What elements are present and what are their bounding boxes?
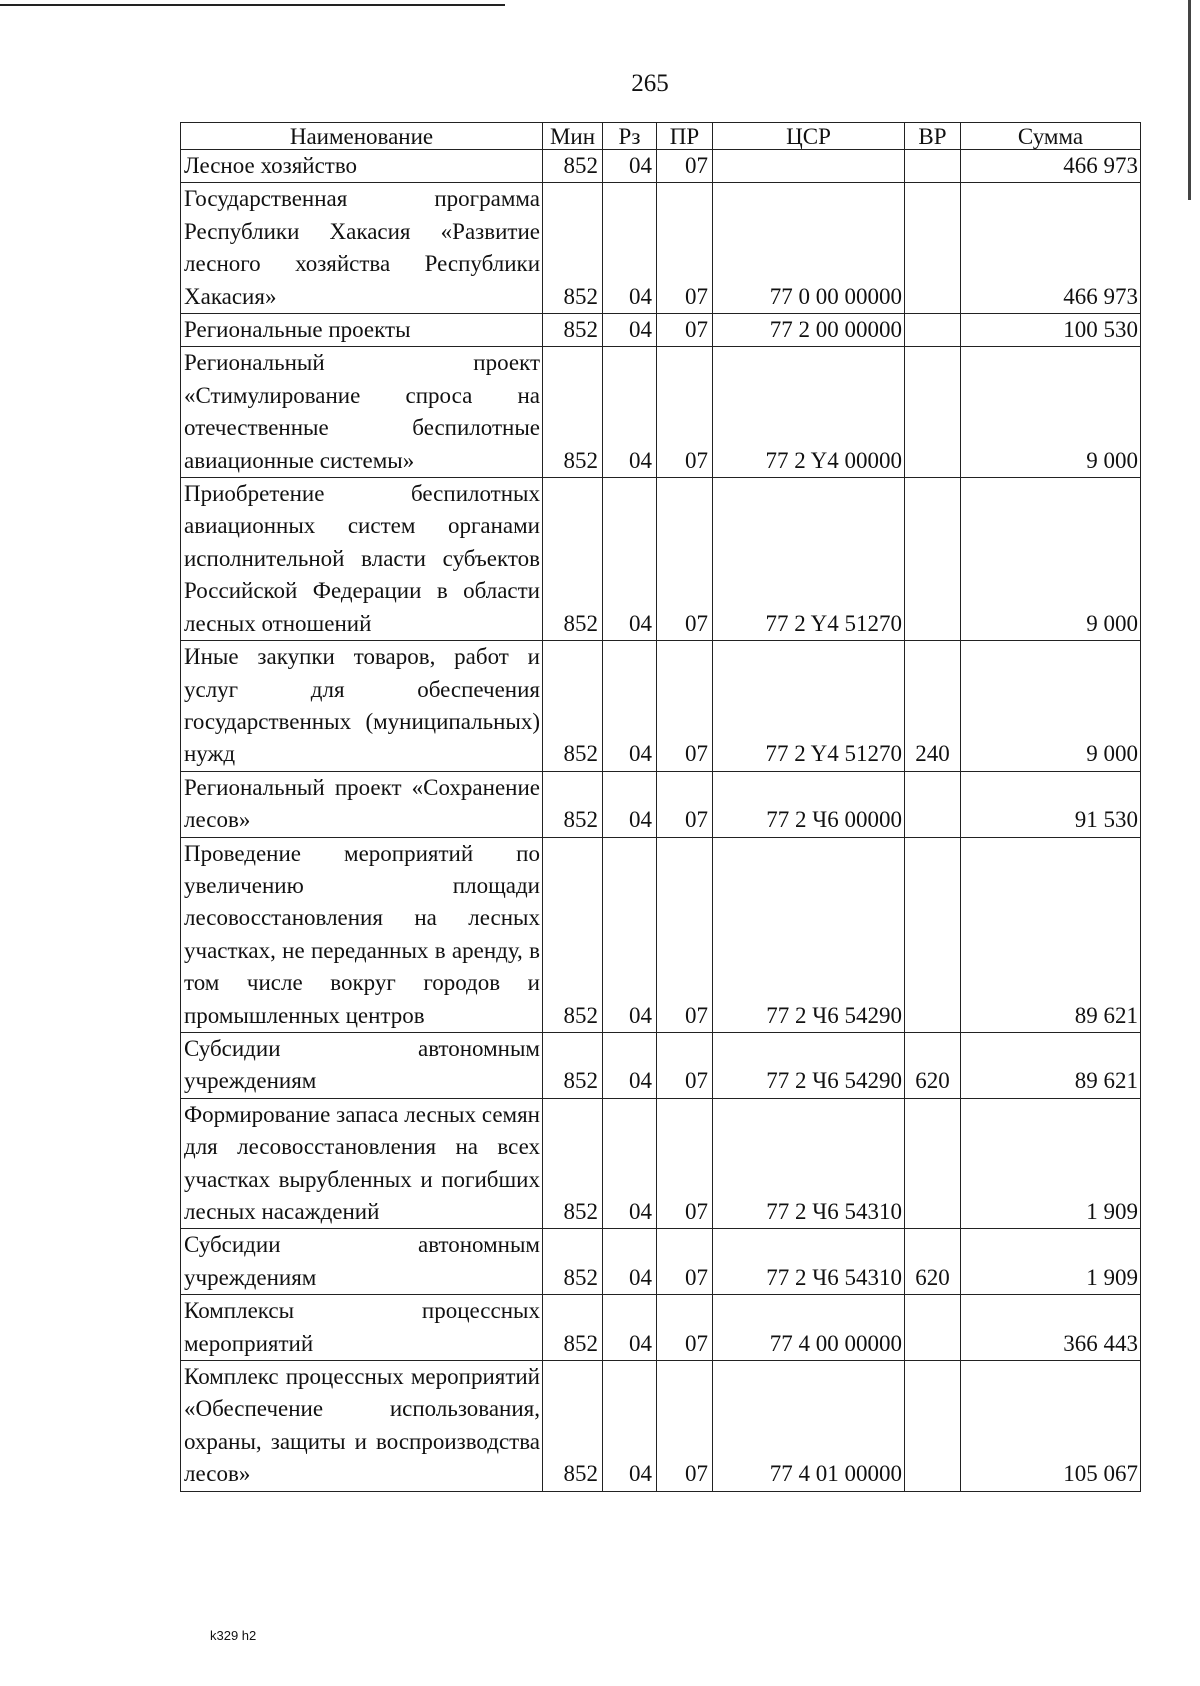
row-vr bbox=[905, 478, 961, 641]
row-name: Лесное хозяйство bbox=[181, 150, 543, 183]
row-pr: 07 bbox=[657, 347, 713, 478]
column-header-name: Наименование bbox=[181, 123, 543, 150]
table-row bbox=[181, 183, 1141, 314]
scan-top-border-line bbox=[0, 4, 505, 6]
row-sum: 366 443 bbox=[961, 1295, 1141, 1361]
row-min: 852 bbox=[543, 478, 603, 641]
row-rz: 04 bbox=[603, 641, 657, 772]
row-pr: 07 bbox=[657, 641, 713, 772]
row-rz: 04 bbox=[603, 1098, 657, 1229]
column-header-pr: ПР bbox=[657, 123, 713, 150]
row-sum: 466 973 bbox=[961, 183, 1141, 314]
row-rz: 04 bbox=[603, 1295, 657, 1361]
row-csr bbox=[713, 150, 905, 183]
column-header-rz: Рз bbox=[603, 123, 657, 150]
row-name: Иные закупки товаров, работ и услуг для обеспечения государственных (муниципальных) нужд bbox=[181, 641, 543, 772]
table-row bbox=[181, 1098, 1141, 1229]
row-rz: 04 bbox=[603, 150, 657, 183]
row-vr: 620 bbox=[905, 1032, 961, 1098]
row-vr bbox=[905, 183, 961, 314]
row-csr: 77 4 00 00000 bbox=[713, 1295, 905, 1361]
row-min: 852 bbox=[543, 641, 603, 772]
row-pr: 07 bbox=[657, 771, 713, 837]
row-rz: 04 bbox=[603, 1229, 657, 1295]
row-csr: 77 2 Ч6 54290 bbox=[713, 837, 905, 1032]
row-csr: 77 2 Ч6 54310 bbox=[713, 1229, 905, 1295]
row-csr: 77 2 00 00000 bbox=[713, 314, 905, 347]
row-name: Региональные проекты bbox=[181, 314, 543, 347]
table-row bbox=[181, 1295, 1141, 1361]
row-sum: 1 909 bbox=[961, 1098, 1141, 1229]
page-number: 265 bbox=[631, 70, 669, 97]
row-name: Региональный проект «Стимулирование спроса на отечественные беспилотные авиационные системы» bbox=[181, 347, 543, 478]
row-sum: 105 067 bbox=[961, 1361, 1141, 1492]
row-csr: 77 2 Ч6 54310 bbox=[713, 1098, 905, 1229]
budget-table bbox=[180, 122, 1141, 1492]
row-name: Государственная программа Республики Хакасия «Развитие лесного хозяйства Республики Хакасия» bbox=[181, 183, 543, 314]
scan-right-edge-line bbox=[1188, 0, 1191, 200]
table-row bbox=[181, 837, 1141, 1032]
row-sum: 91 530 bbox=[961, 771, 1141, 837]
row-sum: 1 909 bbox=[961, 1229, 1141, 1295]
row-vr bbox=[905, 771, 961, 837]
row-pr: 07 bbox=[657, 1229, 713, 1295]
row-min: 852 bbox=[543, 1229, 603, 1295]
row-min: 852 bbox=[543, 150, 603, 183]
row-vr: 620 bbox=[905, 1229, 961, 1295]
table-row bbox=[181, 314, 1141, 347]
row-min: 852 bbox=[543, 347, 603, 478]
row-vr: 240 bbox=[905, 641, 961, 772]
row-csr: 77 0 00 00000 bbox=[713, 183, 905, 314]
row-min: 852 bbox=[543, 1032, 603, 1098]
row-rz: 04 bbox=[603, 478, 657, 641]
table-row bbox=[181, 771, 1141, 837]
row-pr: 07 bbox=[657, 1098, 713, 1229]
row-name: Комплекс процессных мероприятий «Обеспечение использования, охраны, защиты и воспроизводства лесов» bbox=[181, 1361, 543, 1492]
row-min: 852 bbox=[543, 1295, 603, 1361]
row-pr: 07 bbox=[657, 1295, 713, 1361]
row-name: Региональный проект «Сохранение лесов» bbox=[181, 771, 543, 837]
row-vr bbox=[905, 150, 961, 183]
row-vr bbox=[905, 837, 961, 1032]
row-min: 852 bbox=[543, 183, 603, 314]
row-pr: 07 bbox=[657, 314, 713, 347]
row-csr: 77 2 Ч6 00000 bbox=[713, 771, 905, 837]
row-sum: 466 973 bbox=[961, 150, 1141, 183]
row-vr bbox=[905, 314, 961, 347]
row-pr: 07 bbox=[657, 183, 713, 314]
row-rz: 04 bbox=[603, 837, 657, 1032]
row-csr: 77 2 Y4 00000 bbox=[713, 347, 905, 478]
row-pr: 07 bbox=[657, 837, 713, 1032]
row-name: Комплексы процессных мероприятий bbox=[181, 1295, 543, 1361]
row-csr: 77 2 Y4 51270 bbox=[713, 641, 905, 772]
row-rz: 04 bbox=[603, 183, 657, 314]
table-row bbox=[181, 1229, 1141, 1295]
row-sum: 9 000 bbox=[961, 478, 1141, 641]
table-row bbox=[181, 641, 1141, 772]
row-name: Субсидии автономным учреждениям bbox=[181, 1229, 543, 1295]
row-csr: 77 2 Ч6 54290 bbox=[713, 1032, 905, 1098]
table-row bbox=[181, 478, 1141, 641]
table-row bbox=[181, 347, 1141, 478]
row-min: 852 bbox=[543, 314, 603, 347]
row-csr: 77 2 Y4 51270 bbox=[713, 478, 905, 641]
table-row bbox=[181, 1032, 1141, 1098]
row-vr bbox=[905, 1295, 961, 1361]
footer-document-code: k329 h2 bbox=[210, 1628, 257, 1643]
column-header-vr: ВР bbox=[905, 123, 961, 150]
row-min: 852 bbox=[543, 837, 603, 1032]
row-min: 852 bbox=[543, 1361, 603, 1492]
table-header-row bbox=[181, 123, 1141, 150]
row-sum: 89 621 bbox=[961, 1032, 1141, 1098]
row-sum: 9 000 bbox=[961, 641, 1141, 772]
row-rz: 04 bbox=[603, 314, 657, 347]
row-sum: 9 000 bbox=[961, 347, 1141, 478]
row-pr: 07 bbox=[657, 478, 713, 641]
row-sum: 100 530 bbox=[961, 314, 1141, 347]
row-vr bbox=[905, 1098, 961, 1229]
table-row bbox=[181, 1361, 1141, 1492]
row-name: Субсидии автономным учреждениям bbox=[181, 1032, 543, 1098]
row-name: Проведение мероприятий по увеличению площади лесовосстановления на лесных участках, не переданных в аренду, в том числе вокруг городов и промышленных центров bbox=[181, 837, 543, 1032]
row-name: Формирование запаса лесных семян для лесовосстановления на всех участках вырубленных и погибших лесных насаждений bbox=[181, 1098, 543, 1229]
row-rz: 04 bbox=[603, 1032, 657, 1098]
row-pr: 07 bbox=[657, 1361, 713, 1492]
row-min: 852 bbox=[543, 1098, 603, 1229]
row-pr: 07 bbox=[657, 1032, 713, 1098]
column-header-sum: Сумма bbox=[961, 123, 1141, 150]
row-sum: 89 621 bbox=[961, 837, 1141, 1032]
row-rz: 04 bbox=[603, 347, 657, 478]
row-name: Приобретение беспилотных авиационных систем органами исполнительной власти субъектов Российской Федерации в области лесных отношений bbox=[181, 478, 543, 641]
row-min: 852 bbox=[543, 771, 603, 837]
row-rz: 04 bbox=[603, 771, 657, 837]
row-pr: 07 bbox=[657, 150, 713, 183]
table-row bbox=[181, 150, 1141, 183]
row-rz: 04 bbox=[603, 1361, 657, 1492]
column-header-csr: ЦСР bbox=[713, 123, 905, 150]
row-vr bbox=[905, 1361, 961, 1492]
row-vr bbox=[905, 347, 961, 478]
column-header-min: Мин bbox=[543, 123, 603, 150]
row-csr: 77 4 01 00000 bbox=[713, 1361, 905, 1492]
